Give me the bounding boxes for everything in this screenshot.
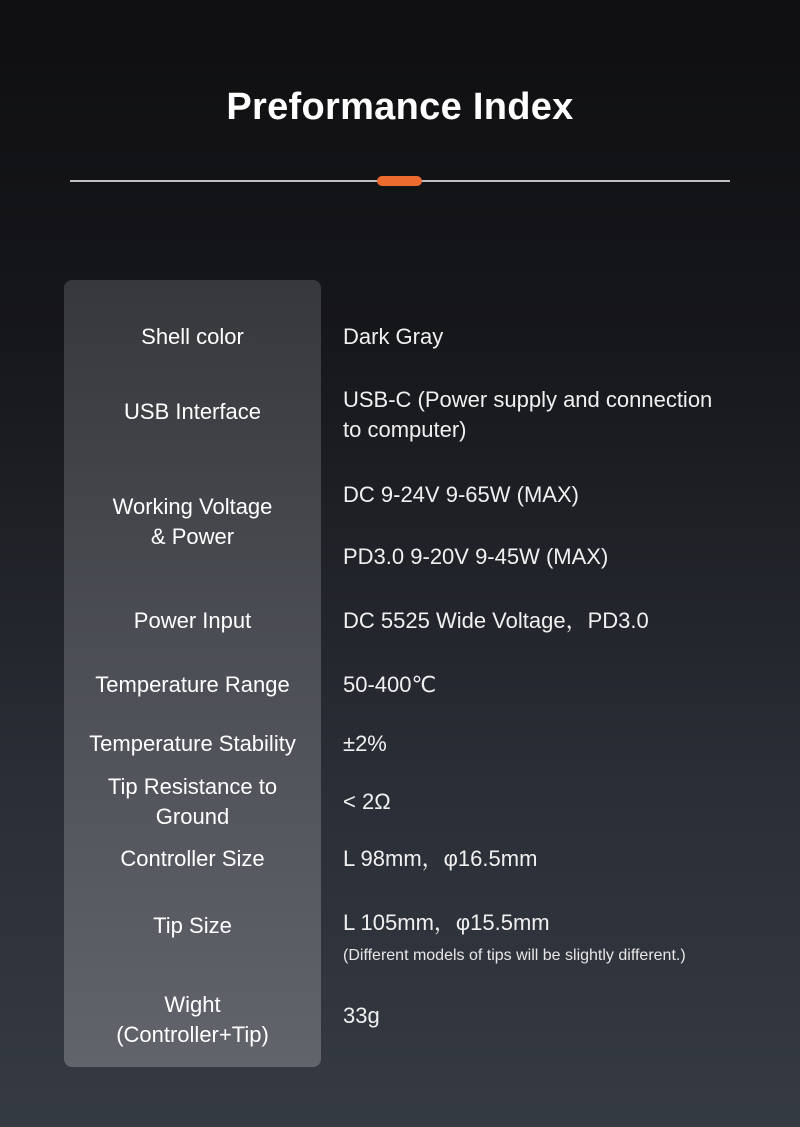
spec-label-weight [64, 990, 321, 1050]
spec-value-tip-resistance: < 2Ω [343, 789, 391, 814]
spec-value-weight: 33g [343, 1003, 380, 1028]
spec-label-line: (Controller+Tip) [116, 1022, 269, 1047]
spec-value-power-input: DC 5525 Wide Voltage，PD3.0 [343, 608, 649, 633]
spec-value-line: USB-C (Power supply and connection [343, 387, 713, 412]
page-title: Preformance Index [226, 86, 574, 128]
spec-value-temperature-stability: ±2% [343, 731, 387, 756]
spec-value-tip-size [343, 908, 773, 968]
spec-label-line: Tip Resistance to [107, 774, 278, 799]
spec-value-line: DC 9-24V 9-65W (MAX) [343, 482, 579, 507]
spec-label-temperature-stability: Temperature Stability [89, 731, 296, 756]
spec-label-power-input: Power Input [133, 608, 252, 633]
spec-value-line: to computer) [343, 417, 467, 442]
spec-note: (Different models of tips will be slightly different.) [343, 947, 686, 964]
spec-label-shell-color: Shell color [141, 324, 244, 349]
spec-value-temperature-range: 50-400℃ [343, 672, 437, 697]
spec-label-tip-resistance [64, 772, 321, 832]
spec-label-line: & Power [150, 524, 235, 549]
spec-value-shell-color: Dark Gray [343, 324, 444, 349]
spec-label-controller-size: Controller Size [120, 846, 265, 871]
divider-accent [377, 176, 422, 186]
spec-label-temperature-range: Temperature Range [95, 672, 290, 697]
spec-label-working-voltage [64, 492, 321, 552]
spec-value-working-voltage [343, 480, 773, 572]
spec-value-line: PD3.0 9-20V 9-45W (MAX) [343, 544, 609, 569]
spec-value-usb-interface [343, 385, 773, 445]
spec-value-line: L 105mm，φ15.5mm [343, 910, 550, 935]
spec-label-line: Working Voltage [112, 494, 273, 519]
spec-label-usb-interface: USB Interface [124, 399, 261, 424]
spec-label-line: Ground [155, 804, 230, 829]
spec-label-line: Wight [164, 992, 221, 1017]
spec-value-controller-size: L 98mm，φ16.5mm [343, 846, 538, 871]
spec-label-tip-size: Tip Size [153, 913, 232, 938]
